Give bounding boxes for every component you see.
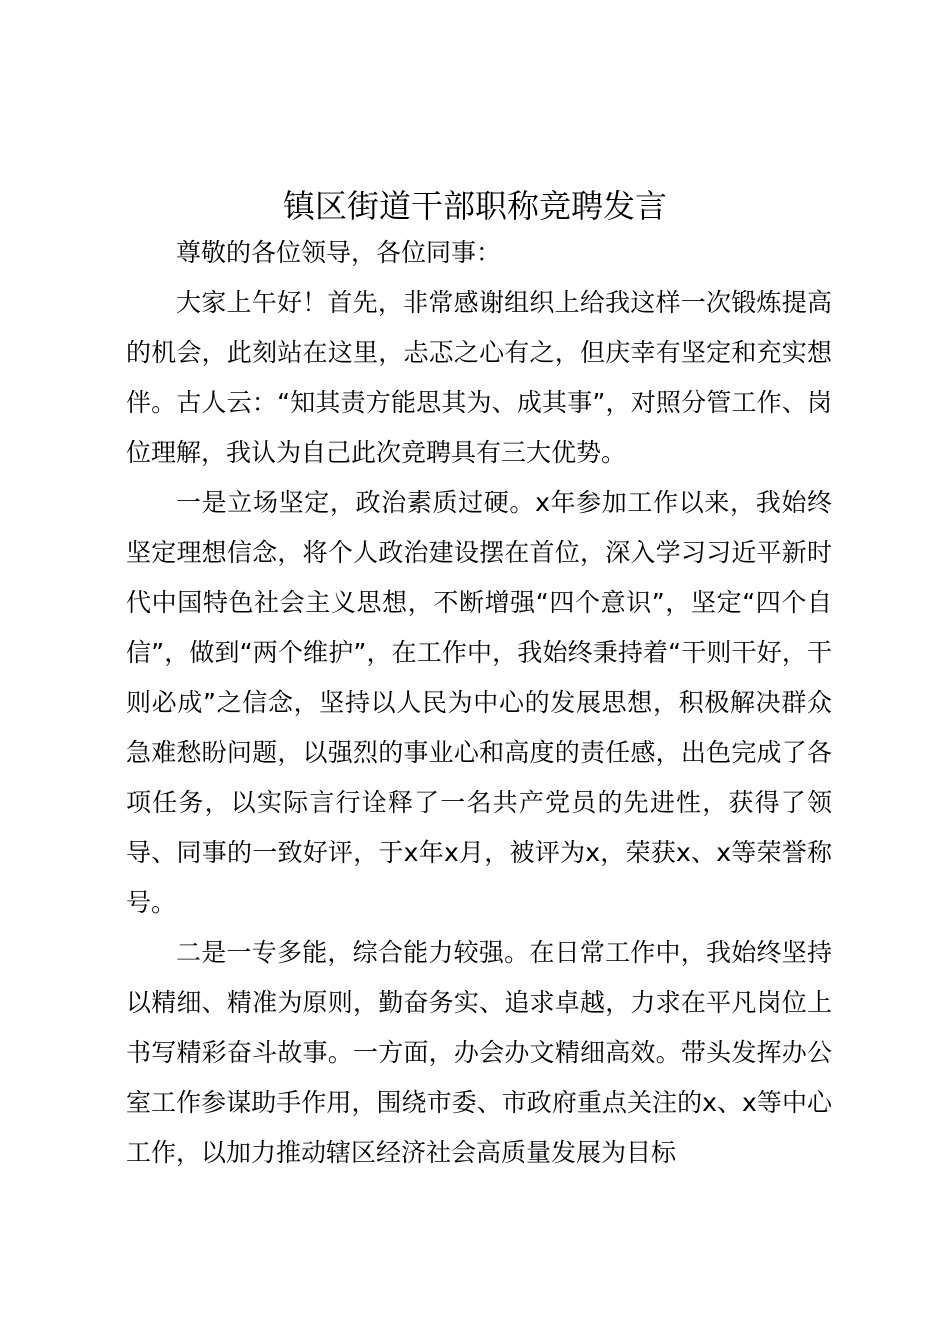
document-title: 镇区街道干部职称竞聘发言 [282, 187, 667, 225]
salutation-paragraph: 尊敬的各位领导，各位同事： [176, 238, 502, 267]
advantage-two-paragraph: 二是一专多能，综合能力较强。在日常工作中，我始终坚持以精细、精准为原则，勤奋务实、追求卓越，力求在平凡岗位上书写精彩奋斗故事。一方面，办会办文精细高效。带头发挥办公室工作参谋助手作用，围绕市委、市政府重点关注的x、x等中心工作，以加力推动辖区经济社会高质量发展为目标 [126, 938, 832, 1167]
document-body [126, 228, 832, 1178]
advantage-one-paragraph: 一是立场坚定，政治素质过硬。x年参加工作以来，我始终坚定理想信念，将个人政治建设摆在首位，深入学习习近平新时代中国特色社会主义思想，不断增强“四个意识”，坚定“四个自信”，做到“两个维护”，在工作中，我始终秉持着“干则干好，干则必成”之信念，坚持以人民为中心的发展思想，积极解决群众急难愁盼问题，以强烈的事业心和高度的责任感，出色完成了各项任务，以实际言行诠释了一名共产党员的先进性，获得了领导、同事的一致好评，于x年x月，被评为x，荣获x、x等荣誉称号。 [126, 488, 832, 917]
opening-paragraph: 大家上午好！首先，非常感谢组织上给我这样一次锻炼提高的机会，此刻站在这里，忐忑之心有之，但庆幸有坚定和充实想伴。古人云：“知其责方能思其为、成其事”，对照分管工作、岗位理解，我认为自己此次竞聘具有三大优势。 [126, 288, 832, 467]
